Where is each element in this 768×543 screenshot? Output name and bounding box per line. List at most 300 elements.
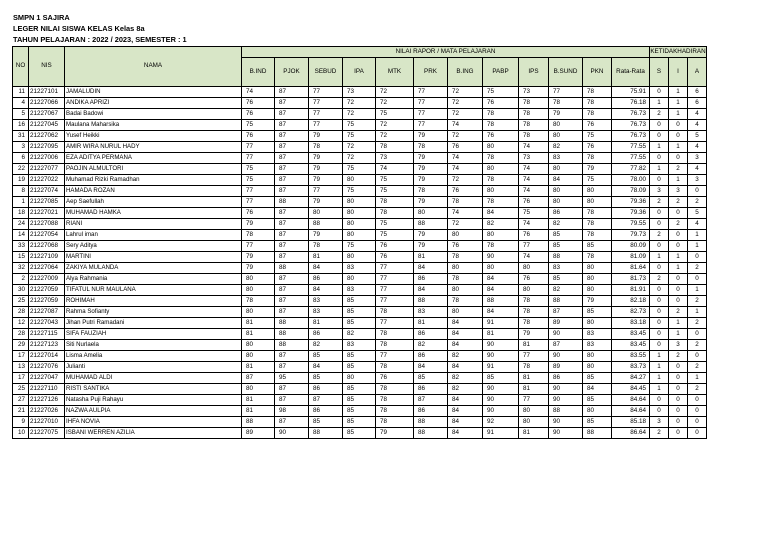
cell-nis: 21227022 — [29, 175, 65, 186]
cell-sakit: 1 — [650, 98, 669, 109]
cell-pjok: 87 — [275, 109, 309, 120]
cell-bind: 80 — [242, 285, 275, 296]
cell-sakit: 0 — [650, 241, 669, 252]
header-attendance-a: A — [688, 58, 707, 87]
cell-pkn: 80 — [583, 351, 612, 362]
cell-izin: 2 — [669, 197, 688, 208]
cell-nama: Lisma Amelia — [65, 351, 242, 362]
cell-mtk: 77 — [376, 263, 414, 274]
cell-no: 29 — [13, 340, 29, 351]
cell-pkn: 80 — [583, 263, 612, 274]
cell-ipa: 85 — [343, 384, 376, 395]
school-name: SMPN 1 SAJIRA — [13, 13, 70, 22]
cell-mtk: 72 — [376, 87, 414, 98]
academic-year: TAHUN PELAJARAN : 2022 / 2023, SEMESTER : 1 — [13, 35, 187, 44]
cell-sakit: 0 — [650, 153, 669, 164]
cell-bsund: 84 — [549, 175, 583, 186]
cell-ips: 74 — [519, 219, 549, 230]
cell-mtk: 75 — [376, 175, 414, 186]
cell-alpa: 0 — [688, 428, 707, 439]
cell-prk: 83 — [414, 307, 448, 318]
cell-ipa: 85 — [343, 318, 376, 329]
cell-sakit: 0 — [650, 263, 669, 274]
cell-nis: 21227115 — [29, 329, 65, 340]
cell-izin: 2 — [669, 307, 688, 318]
cell-prk: 88 — [414, 417, 448, 428]
cell-prk: 86 — [414, 351, 448, 362]
cell-ipa: 72 — [343, 142, 376, 153]
cell-bsund: 90 — [549, 428, 583, 439]
cell-ipa: 72 — [343, 109, 376, 120]
cell-ipa: 80 — [343, 175, 376, 186]
header-subject: B.IND — [242, 58, 275, 87]
cell-nis: 21227009 — [29, 274, 65, 285]
cell-pjok: 95 — [275, 373, 309, 384]
cell-no: 28 — [13, 307, 29, 318]
cell-pkn: 79 — [583, 164, 612, 175]
cell-bing: 80 — [448, 285, 483, 296]
cell-nama: SIFA FAUZIAH — [65, 329, 242, 340]
cell-nis: 21227066 — [29, 98, 65, 109]
cell-alpa: 0 — [688, 329, 707, 340]
cell-sebud: 77 — [309, 87, 343, 98]
table-row — [13, 384, 707, 395]
cell-alpa: 2 — [688, 340, 707, 351]
cell-izin: 0 — [669, 131, 688, 142]
cell-rata-rata: 82.73 — [612, 307, 650, 318]
cell-pabp: 91 — [483, 428, 519, 439]
cell-sebud: 85 — [309, 417, 343, 428]
header-subject: PRK — [414, 58, 448, 87]
cell-pkn: 80 — [583, 362, 612, 373]
cell-rata-rata: 81.64 — [612, 263, 650, 274]
cell-mtk: 76 — [376, 241, 414, 252]
cell-bing: 84 — [448, 362, 483, 373]
cell-no: 16 — [13, 120, 29, 131]
cell-nama: TIFATUL NUR MAULANA — [65, 285, 242, 296]
header-subject: MTK — [376, 58, 414, 87]
cell-no: 5 — [13, 109, 29, 120]
cell-bsund: 90 — [549, 395, 583, 406]
cell-prk: 77 — [414, 109, 448, 120]
cell-sebud: 77 — [309, 109, 343, 120]
cell-izin: 1 — [669, 142, 688, 153]
cell-sakit: 2 — [650, 428, 669, 439]
cell-prk: 79 — [414, 153, 448, 164]
cell-pkn: 78 — [583, 109, 612, 120]
cell-rata-rata: 81.09 — [612, 252, 650, 263]
cell-ips: 77 — [519, 395, 549, 406]
cell-bing: 78 — [448, 296, 483, 307]
cell-bsund: 87 — [549, 307, 583, 318]
table-row — [13, 351, 707, 362]
cell-rata-rata: 75.91 — [612, 87, 650, 98]
cell-izin: 1 — [669, 318, 688, 329]
cell-sakit: 0 — [650, 395, 669, 406]
cell-rata-rata: 83.18 — [612, 318, 650, 329]
cell-nama: Badai Badowi — [65, 109, 242, 120]
cell-no: 25 — [13, 384, 29, 395]
cell-sebud: 87 — [309, 395, 343, 406]
table-row — [13, 208, 707, 219]
cell-rata-rata: 86.64 — [612, 428, 650, 439]
cell-no: 33 — [13, 241, 29, 252]
cell-pkn: 78 — [583, 153, 612, 164]
cell-bind: 81 — [242, 362, 275, 373]
cell-ips: 78 — [519, 109, 549, 120]
cell-bind: 81 — [242, 329, 275, 340]
cell-sebud: 84 — [309, 362, 343, 373]
cell-mtk: 75 — [376, 230, 414, 241]
cell-ips: 74 — [519, 175, 549, 186]
table-row — [13, 307, 707, 318]
cell-ipa: 75 — [343, 186, 376, 197]
cell-pkn: 78 — [583, 98, 612, 109]
cell-pabp: 85 — [483, 373, 519, 384]
cell-prk: 80 — [414, 208, 448, 219]
cell-ipa: 75 — [343, 131, 376, 142]
cell-nis: 21227068 — [29, 241, 65, 252]
cell-mtk: 73 — [376, 153, 414, 164]
cell-bsund: 80 — [549, 164, 583, 175]
cell-alpa: 4 — [688, 164, 707, 175]
cell-bsund: 87 — [549, 340, 583, 351]
cell-mtk: 74 — [376, 164, 414, 175]
table-row — [13, 417, 707, 428]
cell-sakit: 1 — [650, 252, 669, 263]
cell-pjok: 88 — [275, 263, 309, 274]
cell-alpa: 2 — [688, 362, 707, 373]
cell-prk: 84 — [414, 285, 448, 296]
cell-mtk: 78 — [376, 406, 414, 417]
cell-bind: 77 — [242, 197, 275, 208]
cell-alpa: 0 — [688, 406, 707, 417]
cell-ipa: 75 — [343, 120, 376, 131]
cell-nama: NAZWA AULPIA — [65, 406, 242, 417]
cell-alpa: 1 — [688, 230, 707, 241]
cell-no: 22 — [13, 164, 29, 175]
cell-ipa: 85 — [343, 395, 376, 406]
cell-pjok: 87 — [275, 362, 309, 373]
table-row — [13, 153, 707, 164]
table-row — [13, 263, 707, 274]
cell-pjok: 87 — [275, 351, 309, 362]
cell-ipa: 80 — [343, 252, 376, 263]
cell-sakit: 1 — [650, 351, 669, 362]
cell-bsund: 88 — [549, 252, 583, 263]
cell-nama: MUHAMAD ALDI — [65, 373, 242, 384]
cell-bsund: 82 — [549, 142, 583, 153]
cell-ips: 78 — [519, 318, 549, 329]
cell-pkn: 78 — [583, 208, 612, 219]
cell-no: 9 — [13, 417, 29, 428]
table-row — [13, 175, 707, 186]
cell-prk: 88 — [414, 219, 448, 230]
table-row — [13, 142, 707, 153]
cell-nama: ISBANI WERREN AZILIA — [65, 428, 242, 439]
cell-prk: 84 — [414, 263, 448, 274]
cell-pjok: 87 — [275, 230, 309, 241]
cell-bsund: 89 — [549, 362, 583, 373]
cell-izin: 0 — [669, 120, 688, 131]
cell-bind: 75 — [242, 175, 275, 186]
cell-ipa: 80 — [343, 208, 376, 219]
cell-bing: 84 — [448, 318, 483, 329]
cell-bsund: 90 — [549, 417, 583, 428]
cell-pkn: 84 — [583, 384, 612, 395]
cell-sakit: 3 — [650, 417, 669, 428]
cell-rata-rata: 81.73 — [612, 274, 650, 285]
cell-ipa: 80 — [343, 219, 376, 230]
cell-sebud: 82 — [309, 340, 343, 351]
cell-pjok: 88 — [275, 318, 309, 329]
cell-pkn: 85 — [583, 241, 612, 252]
cell-izin: 0 — [669, 417, 688, 428]
cell-prk: 79 — [414, 241, 448, 252]
cell-izin: 0 — [669, 296, 688, 307]
cell-nis: 21227074 — [29, 186, 65, 197]
cell-bind: 80 — [242, 274, 275, 285]
header-nama: NAMA — [65, 47, 242, 87]
cell-mtk: 78 — [376, 307, 414, 318]
cell-pkn: 80 — [583, 274, 612, 285]
cell-pjok: 87 — [275, 417, 309, 428]
table-row — [13, 219, 707, 230]
cell-nis: 21227101 — [29, 87, 65, 98]
cell-izin: 0 — [669, 241, 688, 252]
cell-pabp: 90 — [483, 395, 519, 406]
cell-pabp: 91 — [483, 362, 519, 373]
cell-nis: 21227085 — [29, 197, 65, 208]
cell-nama: EZA ADITYA PERMANA — [65, 153, 242, 164]
cell-bing: 84 — [448, 340, 483, 351]
cell-alpa: 3 — [688, 153, 707, 164]
cell-ipa: 82 — [343, 329, 376, 340]
cell-bind: 81 — [242, 406, 275, 417]
cell-bing: 82 — [448, 384, 483, 395]
table-row — [13, 274, 707, 285]
cell-ipa: 75 — [343, 164, 376, 175]
cell-ips: 77 — [519, 351, 549, 362]
cell-bsund: 89 — [549, 318, 583, 329]
cell-bsund: 83 — [549, 153, 583, 164]
cell-sakit: 2 — [650, 230, 669, 241]
cell-alpa: 1 — [688, 373, 707, 384]
cell-ips: 81 — [519, 340, 549, 351]
cell-nis: 21227095 — [29, 142, 65, 153]
cell-bind: 89 — [242, 428, 275, 439]
cell-pabp: 78 — [483, 153, 519, 164]
cell-pkn: 85 — [583, 417, 612, 428]
cell-bind: 77 — [242, 142, 275, 153]
cell-sakit: 0 — [650, 296, 669, 307]
cell-alpa: 6 — [688, 98, 707, 109]
cell-pkn: 83 — [583, 340, 612, 351]
cell-ipa: 80 — [343, 197, 376, 208]
cell-izin: 1 — [669, 87, 688, 98]
cell-mtk: 75 — [376, 186, 414, 197]
cell-mtk: 75 — [376, 109, 414, 120]
cell-prk: 77 — [414, 120, 448, 131]
cell-rata-rata: 79.36 — [612, 208, 650, 219]
cell-nama: Julianti — [65, 362, 242, 373]
cell-bsund: 90 — [549, 329, 583, 340]
cell-pjok: 87 — [275, 98, 309, 109]
cell-rata-rata: 83.45 — [612, 340, 650, 351]
cell-prk: 79 — [414, 197, 448, 208]
cell-bsund: 78 — [549, 98, 583, 109]
cell-ips: 78 — [519, 131, 549, 142]
cell-bsund: 86 — [549, 208, 583, 219]
cell-ips: 78 — [519, 98, 549, 109]
table-row — [13, 406, 707, 417]
cell-mtk: 72 — [376, 131, 414, 142]
table-row — [13, 329, 707, 340]
cell-sakit: 2 — [650, 109, 669, 120]
cell-pjok: 88 — [275, 329, 309, 340]
cell-izin: 1 — [669, 252, 688, 263]
cell-ipa: 83 — [343, 285, 376, 296]
cell-pkn: 83 — [583, 329, 612, 340]
cell-mtk: 76 — [376, 252, 414, 263]
cell-sebud: 86 — [309, 384, 343, 395]
cell-alpa: 5 — [688, 208, 707, 219]
cell-rata-rata: 82.18 — [612, 296, 650, 307]
cell-pjok: 87 — [275, 307, 309, 318]
cell-alpa: 5 — [688, 131, 707, 142]
cell-bsund: 90 — [549, 384, 583, 395]
cell-ipa: 75 — [343, 241, 376, 252]
cell-bsund: 88 — [549, 296, 583, 307]
cell-pabp: 76 — [483, 98, 519, 109]
cell-ips: 73 — [519, 87, 549, 98]
header-no: NO — [13, 47, 29, 87]
cell-sebud: 85 — [309, 373, 343, 384]
cell-bsund: 88 — [549, 406, 583, 417]
cell-alpa: 3 — [688, 175, 707, 186]
cell-pjok: 87 — [275, 87, 309, 98]
cell-bsund: 79 — [549, 109, 583, 120]
cell-bing: 72 — [448, 109, 483, 120]
cell-mtk: 78 — [376, 395, 414, 406]
cell-sebud: 80 — [309, 208, 343, 219]
table-row — [13, 230, 707, 241]
cell-no: 27 — [13, 395, 29, 406]
cell-bind: 80 — [242, 340, 275, 351]
header-subject: B.SUND — [549, 58, 583, 87]
cell-mtk: 77 — [376, 318, 414, 329]
cell-pkn: 80 — [583, 186, 612, 197]
cell-sebud: 83 — [309, 307, 343, 318]
cell-sakit: 0 — [650, 87, 669, 98]
cell-no: 2 — [13, 274, 29, 285]
cell-sakit: 0 — [650, 340, 669, 351]
cell-ips: 81 — [519, 373, 549, 384]
cell-pabp: 80 — [483, 263, 519, 274]
cell-izin: 0 — [669, 362, 688, 373]
cell-prk: 86 — [414, 274, 448, 285]
cell-bind: 77 — [242, 186, 275, 197]
cell-sakit: 2 — [650, 197, 669, 208]
table-row — [13, 340, 707, 351]
cell-ips: 74 — [519, 252, 549, 263]
cell-pkn: 88 — [583, 428, 612, 439]
cell-izin: 0 — [669, 153, 688, 164]
cell-pkn: 85 — [583, 373, 612, 384]
cell-pabp: 81 — [483, 329, 519, 340]
cell-ips: 80 — [519, 417, 549, 428]
cell-pjok: 87 — [275, 175, 309, 186]
cell-sakit: 2 — [650, 274, 669, 285]
cell-ips: 74 — [519, 164, 549, 175]
cell-sebud: 79 — [309, 175, 343, 186]
cell-sebud: 85 — [309, 351, 343, 362]
cell-nama: Lahrul iman — [65, 230, 242, 241]
cell-mtk: 78 — [376, 208, 414, 219]
cell-no: 12 — [13, 318, 29, 329]
cell-pkn: 85 — [583, 307, 612, 318]
cell-sebud: 84 — [309, 285, 343, 296]
cell-bind: 78 — [242, 296, 275, 307]
cell-ips: 76 — [519, 230, 549, 241]
cell-pkn: 76 — [583, 142, 612, 153]
cell-alpa: 2 — [688, 197, 707, 208]
cell-izin: 0 — [669, 428, 688, 439]
cell-ipa: 85 — [343, 417, 376, 428]
cell-pkn: 78 — [583, 252, 612, 263]
cell-prk: 86 — [414, 384, 448, 395]
cell-pabp: 80 — [483, 186, 519, 197]
cell-nis: 21227010 — [29, 417, 65, 428]
cell-alpa: 1 — [688, 307, 707, 318]
cell-sakit: 1 — [650, 384, 669, 395]
cell-bind: 76 — [242, 208, 275, 219]
cell-nama: MUHAMAD HAMKA — [65, 208, 242, 219]
cell-izin: 0 — [669, 274, 688, 285]
cell-pjok: 87 — [275, 120, 309, 131]
cell-alpa: 4 — [688, 109, 707, 120]
cell-prk: 79 — [414, 230, 448, 241]
cell-rata-rata: 79.36 — [612, 197, 650, 208]
cell-sebud: 79 — [309, 153, 343, 164]
cell-rata-rata: 84.64 — [612, 406, 650, 417]
cell-rata-rata: 77.82 — [612, 164, 650, 175]
cell-bing: 74 — [448, 120, 483, 131]
cell-no: 11 — [13, 87, 29, 98]
cell-nama: ANDIKA APRIZI — [65, 98, 242, 109]
cell-nis: 21227087 — [29, 307, 65, 318]
cell-rata-rata: 76.73 — [612, 120, 650, 131]
cell-mtk: 78 — [376, 417, 414, 428]
cell-bsund: 90 — [549, 351, 583, 362]
cell-nama: Jihan Putri Ramadani — [65, 318, 242, 329]
cell-pabp: 84 — [483, 208, 519, 219]
header-subject: IPA — [343, 58, 376, 87]
cell-mtk: 77 — [376, 274, 414, 285]
header-subject: IPS — [519, 58, 549, 87]
cell-nis: 21227047 — [29, 373, 65, 384]
cell-nis: 21227110 — [29, 384, 65, 395]
cell-ips: 79 — [519, 329, 549, 340]
cell-izin: 0 — [669, 373, 688, 384]
cell-pabp: 80 — [483, 142, 519, 153]
cell-bing: 78 — [448, 252, 483, 263]
cell-prk: 77 — [414, 87, 448, 98]
cell-nama: JAMALUDIN — [65, 87, 242, 98]
cell-izin: 0 — [669, 230, 688, 241]
cell-rata-rata: 85.18 — [612, 417, 650, 428]
cell-sakit: 1 — [650, 373, 669, 384]
